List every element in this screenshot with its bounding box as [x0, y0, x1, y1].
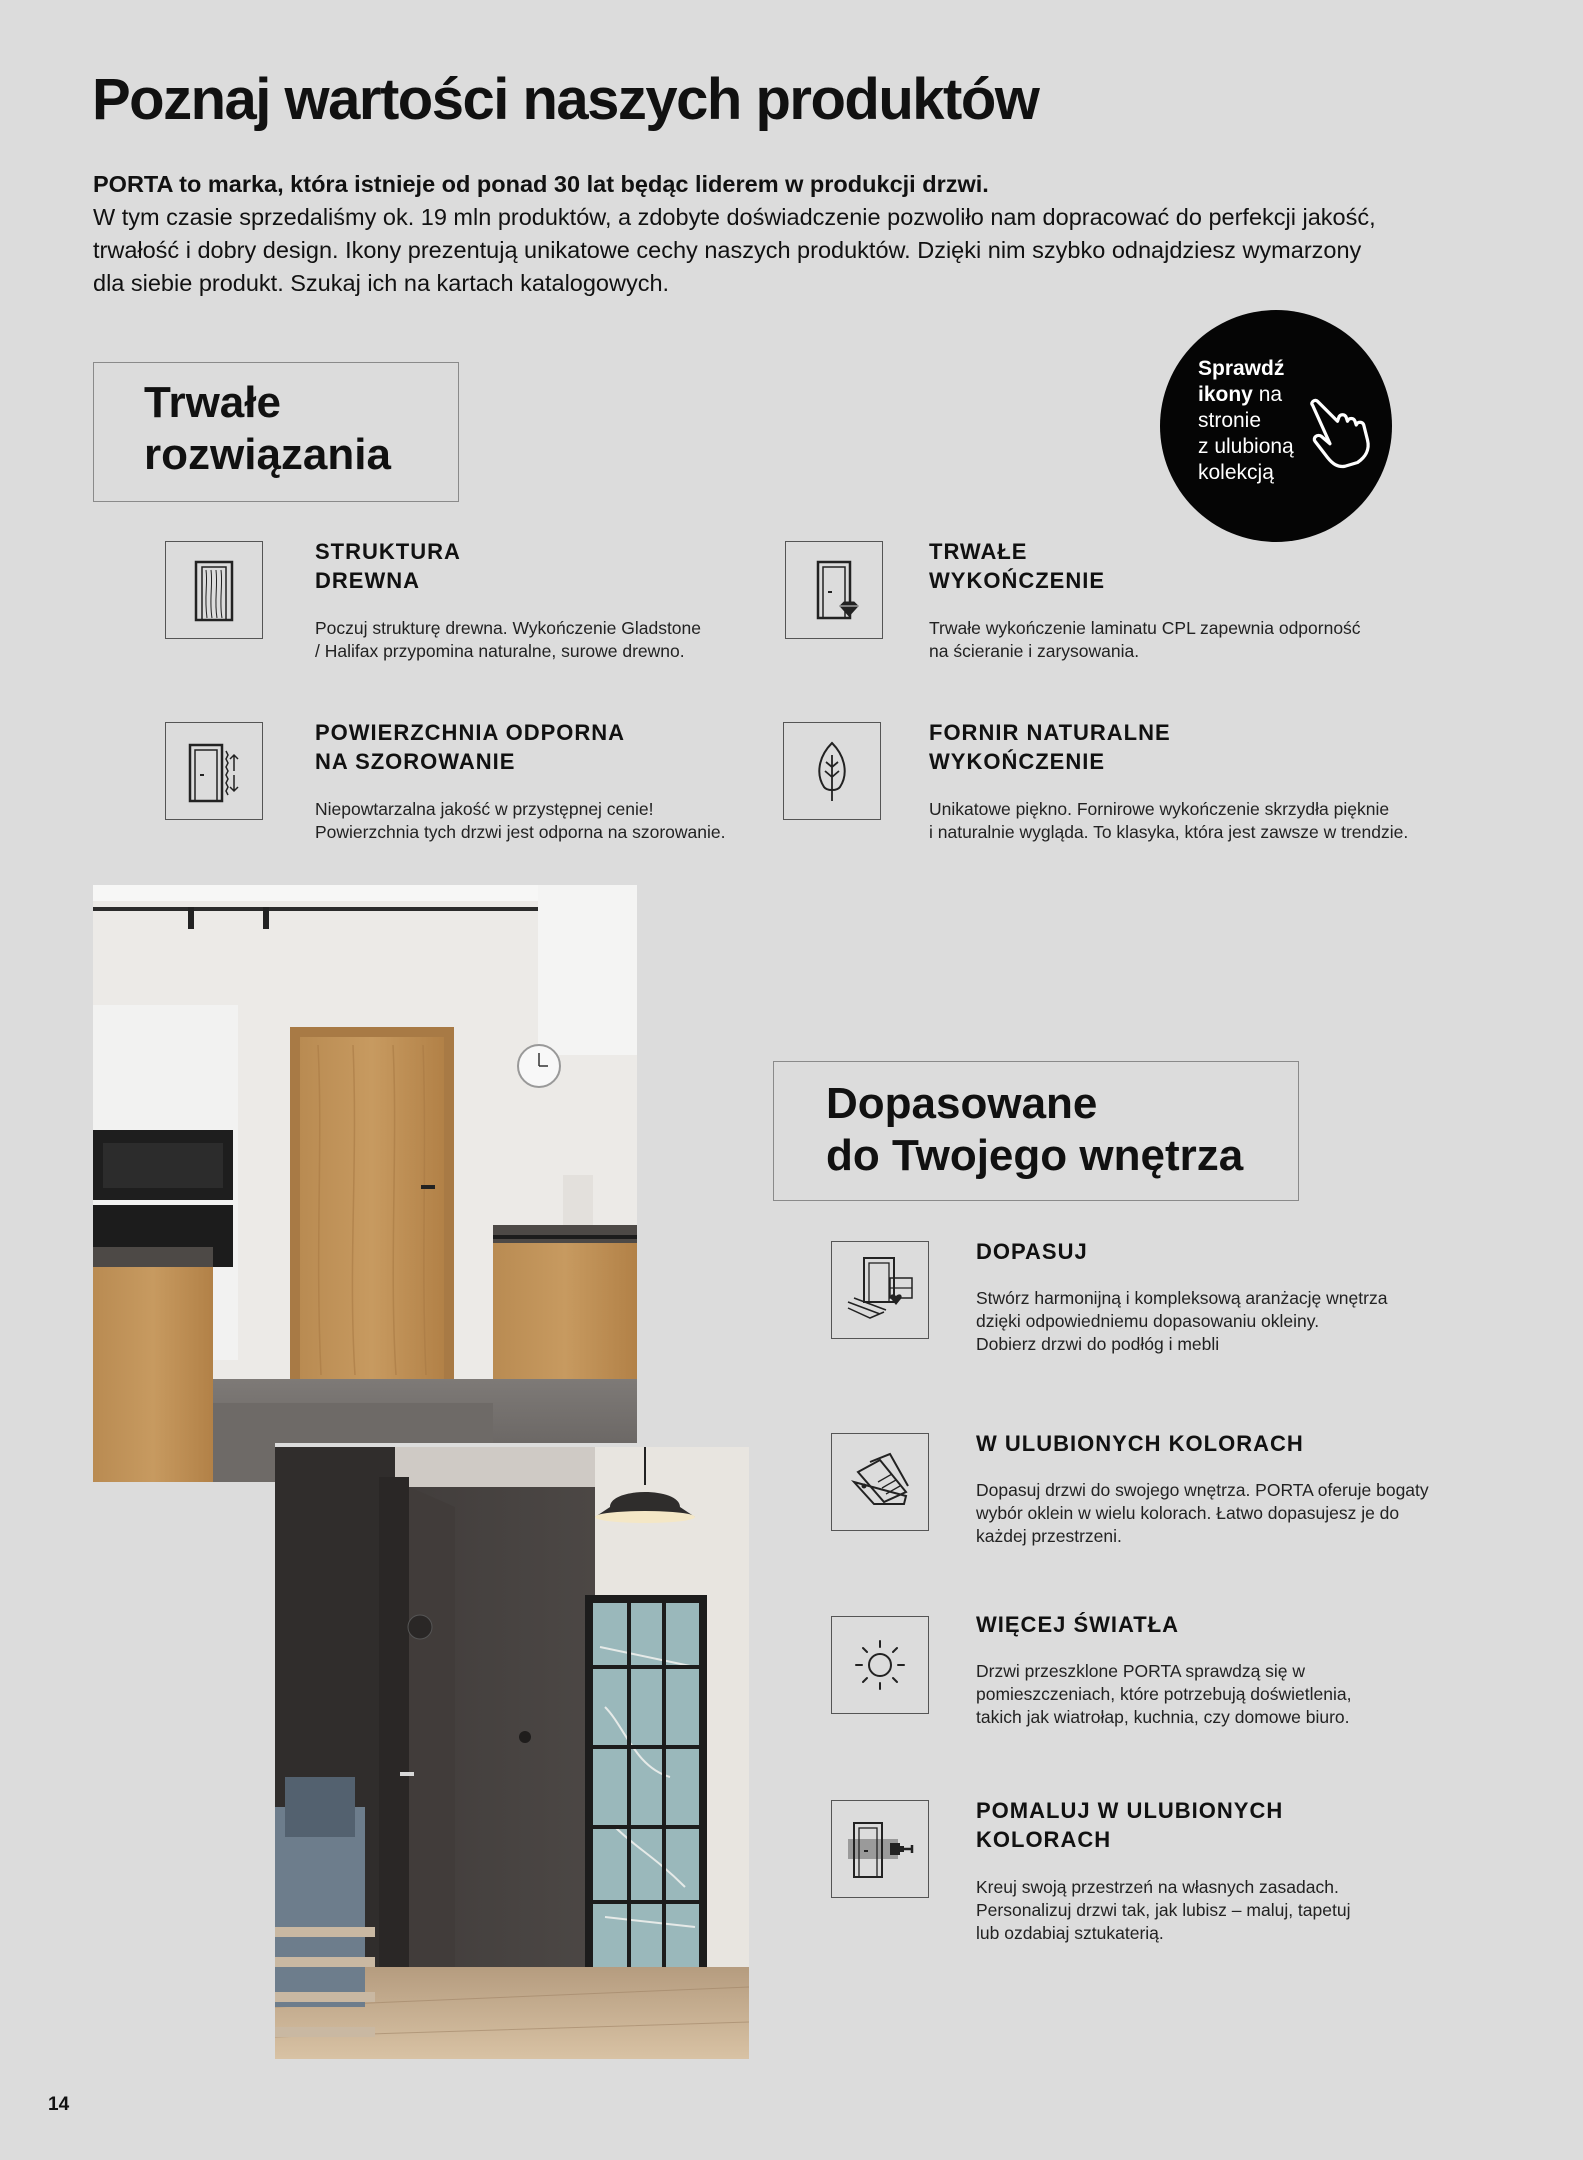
door-furniture-heart-icon: [831, 1241, 929, 1339]
intro-text: [93, 168, 1453, 300]
feature-description: [976, 1660, 1351, 1729]
section-heading-line: rozwiązania: [144, 430, 391, 479]
feature-description: [976, 1876, 1350, 1945]
section-heading-durable: [93, 362, 459, 502]
feature-description-line: i naturalnie wygląda. To klasyka, która jest zawsze w trendzie.: [929, 822, 1409, 842]
badge-line: stronie: [1198, 409, 1262, 432]
feature-description-line: Poczuj strukturę drewna. Wykończenie Gladstone: [315, 618, 701, 638]
feature-description: [929, 798, 1408, 844]
feature-description-line: Drzwi przeszklone PORTA sprawdzą się w: [976, 1661, 1306, 1681]
check-icons-badge: [1160, 310, 1392, 542]
feature-title-line: POMALUJ W ULUBIONYCH: [976, 1798, 1284, 1823]
feature-title-line: KOLORACH: [976, 1827, 1112, 1852]
feature-title-line: WYKOŃCZENIE: [929, 749, 1105, 774]
badge-line: kolekcją: [1198, 461, 1274, 484]
intro-line: trwałość i dobry design. Ikony prezentują unikatowe cechy naszych produktów. Dzięki nim szybko odnajdziesz wymarzony: [93, 237, 1362, 263]
feature-title-line: DREWNA: [315, 568, 420, 593]
feature-title: [976, 1237, 1088, 1266]
feature-title-line: WYKOŃCZENIE: [929, 568, 1105, 593]
feature-description-line: wybór oklein w wielu kolorach. Łatwo dopasujesz je do: [976, 1503, 1400, 1523]
feature-description-line: Powierzchnia tych drzwi jest odporna na szorowanie.: [315, 822, 726, 842]
intro-bold: PORTA to marka, która istnieje od ponad 30 lat będąc liderem w produkcji drzwi.: [93, 171, 989, 197]
section-heading-line: Trwałe: [144, 378, 281, 427]
feature-title: [315, 537, 461, 595]
door-diamond-icon: [785, 541, 883, 639]
intro-line: dla siebie produkt. Szukaj ich na kartach katalogowych.: [93, 270, 670, 296]
feature-title-line: DOPASUJ: [976, 1239, 1088, 1264]
door-paint-brush-icon: [831, 1800, 929, 1898]
kitchen-oak-door-photo: [93, 885, 637, 1482]
feature-description: [315, 617, 701, 663]
feature-description-line: Stwórz harmonijną i kompleksową aranżację wnętrza: [976, 1288, 1388, 1308]
feature-description: [976, 1479, 1429, 1548]
feature-description: [976, 1287, 1387, 1356]
feature-title-line: W ULUBIONYCH KOLORACH: [976, 1431, 1304, 1456]
feature-title-line: TRWAŁE: [929, 539, 1028, 564]
feature-title: [976, 1796, 1283, 1854]
feature-description: [315, 798, 725, 844]
feature-description-line: Unikatowe piękno. Fornirowe wykończenie skrzydła pięknie: [929, 799, 1390, 819]
color-swatches-icon: [831, 1433, 929, 1531]
feature-description-line: Trwałe wykończenie laminatu CPL zapewnia odporność: [929, 618, 1361, 638]
section-heading-line: do Twojego wnętrza: [826, 1131, 1244, 1180]
feature-title-line: WIĘCEJ ŚWIATŁA: [976, 1612, 1180, 1637]
hallway-glass-door-photo: [275, 1443, 753, 2059]
feature-description-line: lub ozdabiaj sztukaterią.: [976, 1923, 1164, 1943]
feature-description-line: każdej przestrzeni.: [976, 1526, 1122, 1546]
feature-description-line: Niepowtarzalna jakość w przystępnej cenie!: [315, 799, 654, 819]
feature-title: [976, 1429, 1304, 1458]
wood-grain-door-icon: [165, 541, 263, 639]
feature-title: [976, 1610, 1179, 1639]
feature-description: [929, 617, 1361, 663]
feature-description-line: / Halifax przypomina naturalne, surowe drewno.: [315, 641, 685, 661]
page-title: Poznaj wartości naszych produktów: [92, 67, 1039, 132]
feature-title-line: POWIERZCHNIA ODPORNA: [315, 720, 626, 745]
feature-description-line: Dopasuj drzwi do swojego wnętrza. PORTA oferuje bogaty: [976, 1480, 1429, 1500]
badge-line: Sprawdź: [1198, 357, 1285, 380]
feature-description-line: pomieszczeniach, które potrzebują doświetlenia,: [976, 1684, 1352, 1704]
feature-title: [315, 718, 625, 776]
feature-title-line: STRUKTURA: [315, 539, 461, 564]
feature-title-line: NA SZOROWANIE: [315, 749, 516, 774]
feature-description-line: takich jak wiatrołap, kuchnia, czy domowe biuro.: [976, 1707, 1350, 1727]
badge-line-bold: ikony: [1198, 383, 1253, 406]
page-number: 14: [48, 2094, 70, 2115]
feature-description-line: Dobierz drzwi do podłóg i mebli: [976, 1334, 1220, 1354]
sun-icon: [831, 1616, 929, 1714]
intro-line: W tym czasie sprzedaliśmy ok. 19 mln produktów, a zdobyte doświadczenie pozwoliło nam dopracować do perfekcji jakość,: [93, 204, 1376, 230]
feature-description-line: na ścieranie i zarysowania.: [929, 641, 1140, 661]
badge-line: na: [1252, 383, 1283, 406]
feature-description-line: Personalizuj drzwi tak, jak lubisz – maluj, tapetuj: [976, 1900, 1351, 1920]
feature-description-line: dzięki odpowiedniemu dopasowaniu okleiny.: [976, 1311, 1320, 1331]
feature-title: [929, 718, 1171, 776]
section-heading-line: Dopasowane: [826, 1079, 1098, 1128]
section-heading-fitted: [773, 1061, 1299, 1201]
leaf-icon: [783, 722, 881, 820]
badge-line: z ulubioną: [1198, 435, 1294, 458]
door-scrub-arrows-icon: [165, 722, 263, 820]
feature-title: [929, 537, 1105, 595]
hand-pointer-icon: [1300, 395, 1375, 470]
feature-description-line: Kreuj swoją przestrzeń na własnych zasadach.: [976, 1877, 1339, 1897]
feature-title-line: FORNIR NATURALNE: [929, 720, 1171, 745]
